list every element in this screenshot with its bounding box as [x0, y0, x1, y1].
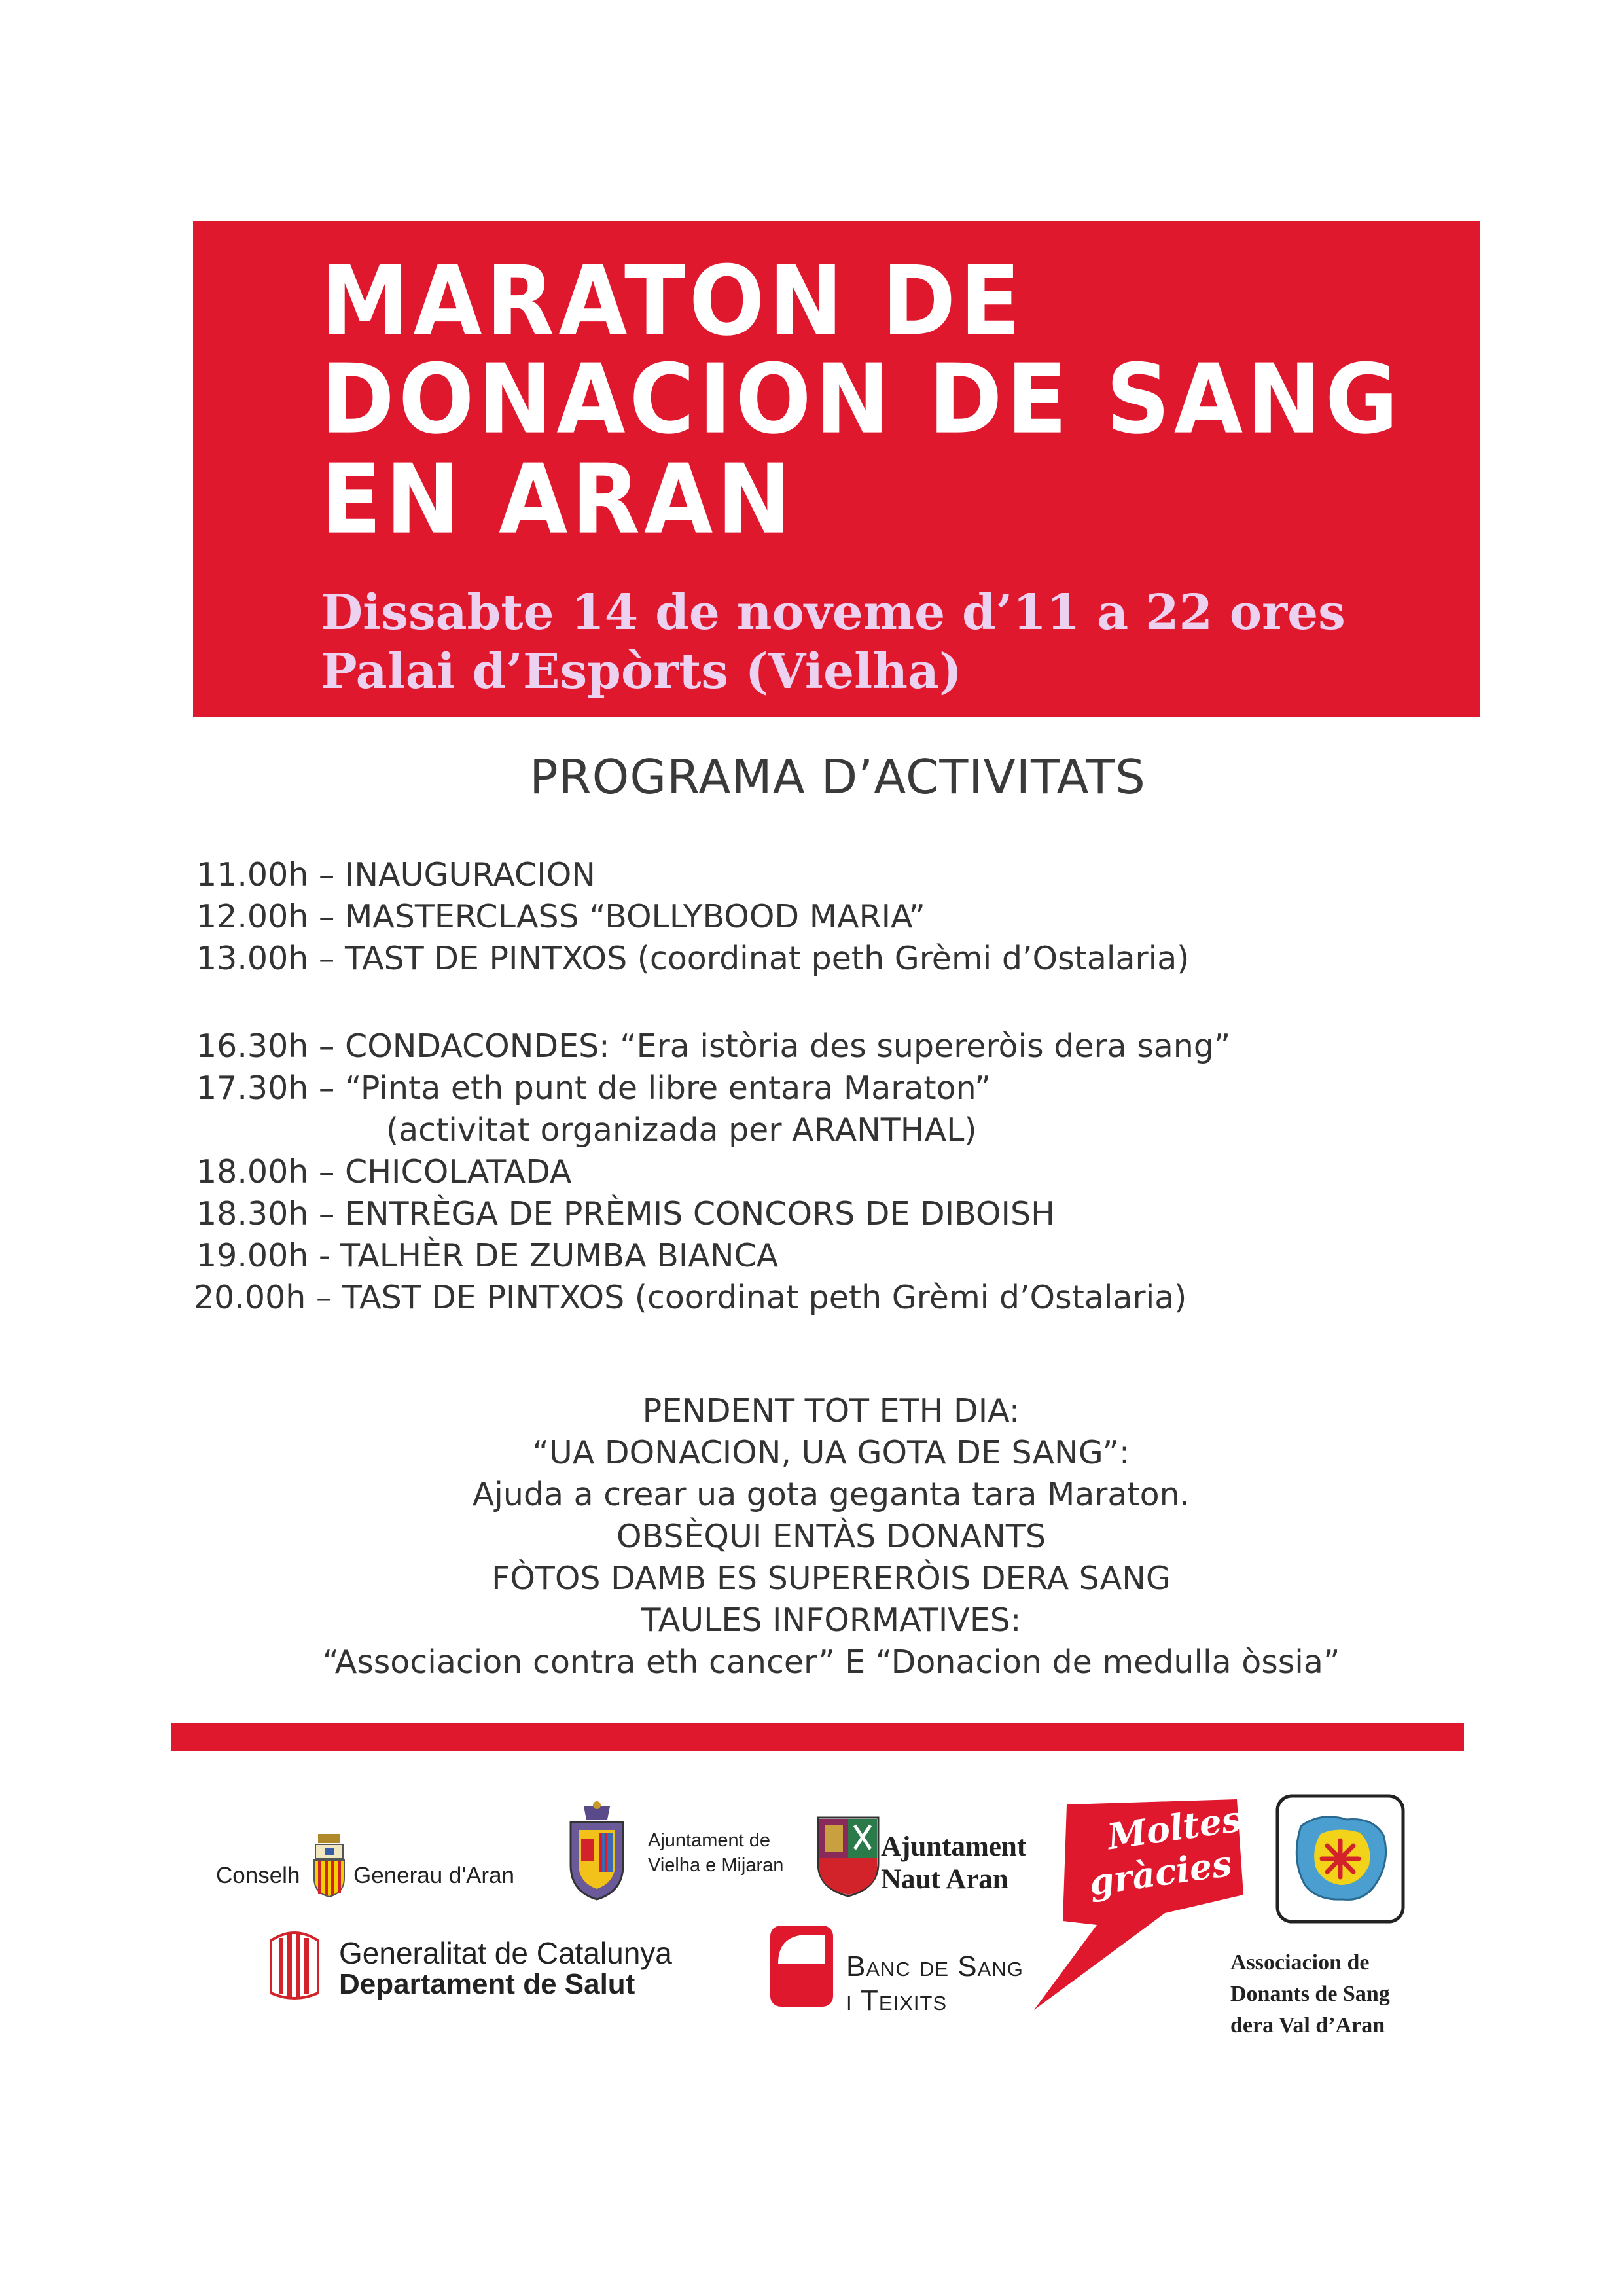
vielha-label-line-2: Vielha e Mijaran	[648, 1855, 784, 1876]
program-item-note: (activitat organizada per ARANTHAL)	[386, 1111, 977, 1149]
all-day-heading: PENDENT TOT ETH DIA:	[642, 1392, 1020, 1429]
naut-aran-label-line-1: Ajuntament	[881, 1831, 1027, 1862]
vielha-label-line-1: Ajuntament de	[648, 1830, 771, 1851]
all-day-line: Ajuda a crear ua gota geganta tara Maraton.	[472, 1476, 1190, 1513]
salut-label: Departament de Salut	[339, 1968, 635, 2000]
red-divider	[171, 1723, 1464, 1751]
generalitat-emblem-icon	[267, 1928, 322, 2001]
program-item: 18.00h – CHICOLATADA	[196, 1153, 572, 1191]
associacion-donants-logo	[1217, 1793, 1453, 2049]
program-item: 12.00h – MASTERCLASS “BOLLYBOOD MARIA”	[196, 898, 925, 935]
banc-sang-drop-icon	[769, 1924, 834, 2009]
banner-title-line-2: DONACION DE SANG	[321, 344, 1402, 456]
naut-aran-label-line-2: Naut Aran	[881, 1864, 1008, 1895]
banner-title-line-3: EN ARAN	[321, 444, 796, 556]
associacion-label-line-3: dera Val d’Aran	[1230, 2013, 1385, 2037]
program-item: 16.30h – CONDACONDES: “Era istòria des supereròis dera sang”	[196, 1028, 1231, 1065]
vielha-coat-of-arms-icon	[564, 1800, 630, 1905]
aran-coat-of-arms-icon	[309, 1833, 349, 1898]
banner-subtitle-date: Dissabte 14 de noveme d’11 a 22 ores	[321, 584, 1346, 641]
program-item: 17.30h – “Pinta eth punt de libre entara Maraton”	[196, 1069, 991, 1107]
banner-title-line-1: MARATON DE	[321, 245, 1025, 358]
banner-subtitle-venue: Palai d’Espòrts (Vielha)	[321, 643, 962, 700]
header-banner	[193, 221, 1480, 717]
conselh-label: Conselh	[216, 1863, 300, 1888]
program-item: 20.00h – TAST DE PINTXOS (coordinat peth Grèmi d’Ostalaria)	[194, 1279, 1187, 1316]
program-item: 11.00h – INAUGURACION	[196, 856, 596, 893]
val-aran-map-icon	[1275, 1793, 1406, 1924]
ajuntament-vielha-logo	[564, 1800, 806, 1911]
banc-sang-label-line-1: Banc de Sang	[846, 1950, 1024, 1982]
program-item: 13.00h – TAST DE PINTXOS (coordinat peth Grèmi d’Ostalaria)	[196, 940, 1190, 977]
all-day-line: OBSÈQUI ENTÀS DONANTS	[616, 1518, 1046, 1555]
banc-sang-logo	[769, 1924, 1077, 2022]
program-title: PROGRAMA D’ACTIVITATS	[529, 749, 1146, 804]
associacion-label-line-2: Donants de Sang	[1230, 1982, 1390, 2006]
program-item: 19.00h - TALHÈR DE ZUMBA BIANCA	[196, 1237, 779, 1274]
all-day-line: “Associacion contra eth cancer” E “Donacion de medulla òssia”	[322, 1643, 1340, 1681]
gracies-label: gràcies	[1086, 1842, 1235, 1904]
all-day-line: TAULES INFORMATIVES:	[641, 1602, 1022, 1639]
conselh-generau-logo	[216, 1833, 556, 1905]
generalitat-catalunya-logo	[267, 1928, 712, 2006]
ajuntament-naut-aran-logo	[817, 1816, 1065, 1914]
program-item: 18.30h – ENTRÈGA DE PRÈMIS CONCORS DE DIBOISH	[196, 1195, 1055, 1232]
all-day-line: FÒTOS DAMB ES SUPERERÒIS DERA SANG	[491, 1560, 1171, 1597]
generau-aran-label: Generau d'Aran	[353, 1863, 515, 1888]
all-day-line: “UA DONACION, UA GOTA DE SANG”:	[532, 1434, 1130, 1471]
banc-sang-label-line-2: i Teixits	[846, 1984, 948, 2017]
moltes-label: Moltes	[1105, 1797, 1244, 1858]
naut-aran-coat-of-arms-icon	[817, 1816, 880, 1897]
associacion-label-line-1: Associacion de	[1230, 1950, 1370, 1975]
generalitat-label: Generalitat de Catalunya	[339, 1936, 672, 1970]
